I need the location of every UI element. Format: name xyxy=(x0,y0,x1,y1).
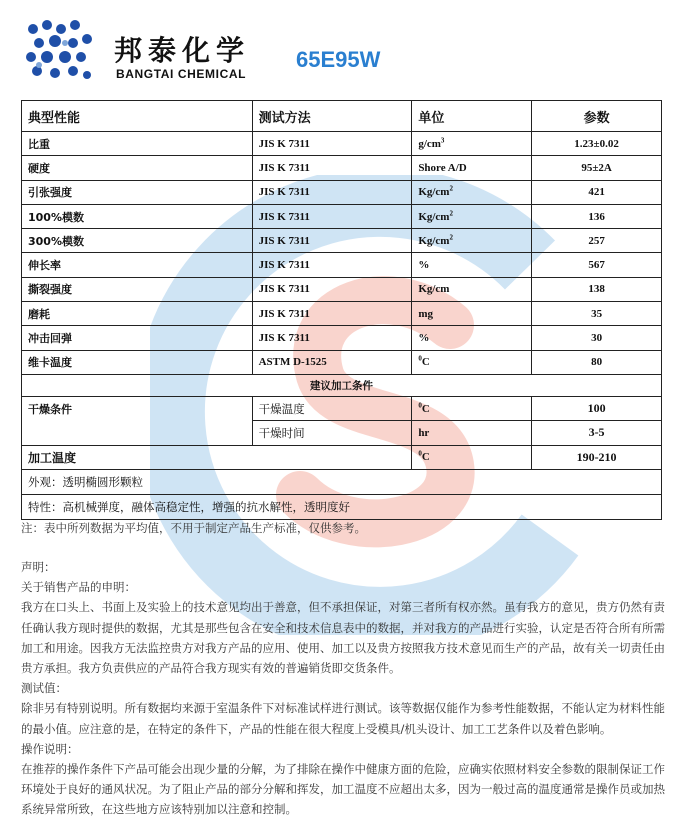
document-header xyxy=(25,15,665,85)
drying-temp-label: 干燥温度 xyxy=(252,396,412,420)
unit-cell: $g/cm^3$ xyxy=(412,132,532,156)
method-cell: JIS K 7311 xyxy=(252,253,412,277)
value-cell: 35 xyxy=(532,302,662,326)
property-cell: 硬度 xyxy=(22,156,253,180)
statement-title: 声明： xyxy=(21,560,56,574)
section-title: 建议加工条件 xyxy=(22,374,662,396)
processing-unit: $^0$C xyxy=(412,445,532,469)
header-value: 参数 xyxy=(532,101,662,132)
unit-cell: mg xyxy=(412,302,532,326)
test-body: 除非另有特别说明。所有数据均来源于室温条件下对标准试样进行测试。该等数据仅能作为参考性能数据，不能认定为材料性能的最小值。应注意的是，在特定的条件下，产品的性能在很大程度上受模具/机头设计、加工工艺条件以及着色影响。 xyxy=(21,701,665,736)
property-cell: 100%模数 xyxy=(22,204,253,228)
header-unit: 单位 xyxy=(412,101,532,132)
property-cell: 引张强度 xyxy=(22,180,253,204)
statement-section xyxy=(21,557,666,820)
value-cell: 95±2A xyxy=(532,156,662,180)
method-cell: JIS K 7311 xyxy=(252,277,412,301)
sales-body: 我方在口头上、书面上及实验上的技术意见均出于善意，但不承担保证，对第三者所有权亦然。虽有我方的意见，贵方仍然有责任确认我方现时提供的数据，尤其是那些包含在安全和技术信息表中的数据，并对我方的产品进行实验，认定是否符合所有所需加工和用途。因我方无法监控贵方对我方产品的应用、使用、加工以及贵方按照我方技术意见而生产的产品，故有关一切责任由贵方承担。我方负责供应的产品符合我方现实有效的普遍销货即交货条件。 xyxy=(21,600,665,676)
value-cell: 1.23±0.02 xyxy=(532,132,662,156)
drying-time-unit: hr xyxy=(412,421,532,445)
bangtai-logo-icon xyxy=(25,19,95,83)
value-cell: 567 xyxy=(532,253,662,277)
value-cell: 136 xyxy=(532,204,662,228)
method-cell: JIS K 7311 xyxy=(252,204,412,228)
property-cell: 比重 xyxy=(22,132,253,156)
header-method: 测试方法 xyxy=(252,101,412,132)
drying-temp-value: 100 xyxy=(532,396,662,420)
test-title: 测试值： xyxy=(21,681,67,696)
appearance-text: 外观：透明椭圆形颗粒 xyxy=(22,469,662,494)
method-cell: ASTM D-1525 xyxy=(252,350,412,374)
property-cell: 维卡温度 xyxy=(22,350,253,374)
method-cell: JIS K 7311 xyxy=(252,132,412,156)
table-row xyxy=(22,229,662,253)
operation-body: 在推荐的操作条件下产品可能会出现少量的分解，为了排除在操作中健康方面的危险，应确实依照材料安全参数的限制保证工作环境处于良好的通风状况。为了阻止产品的部分分解和挥发，加工温度不应超出太多，因为一般过高的温度通常是操作员或加热系统异常所致，在这些地方应该特别加以注意和控制。 xyxy=(21,762,665,817)
table-header-row xyxy=(22,101,662,132)
table-row xyxy=(22,277,662,301)
method-cell: JIS K 7311 xyxy=(252,180,412,204)
method-cell: JIS K 7311 xyxy=(252,229,412,253)
features-row xyxy=(22,494,662,519)
drying-time-value: 3-5 xyxy=(532,421,662,445)
drying-time-label: 干燥时间 xyxy=(252,421,412,445)
property-cell: 伸长率 xyxy=(22,253,253,277)
product-code: 65E95W xyxy=(296,47,381,72)
footnote: 注：表中所列数据为平均值，不用于制定产品生产标准，仅供参考。 xyxy=(21,521,366,535)
table-row xyxy=(22,180,662,204)
table-row xyxy=(22,350,662,374)
property-cell: 冲击回弹 xyxy=(22,326,253,350)
table-row xyxy=(22,302,662,326)
unit-cell: $Kg/cm^2$ xyxy=(412,180,532,204)
value-cell: 138 xyxy=(532,277,662,301)
unit-cell: $^0$C xyxy=(412,350,532,374)
value-cell: 257 xyxy=(532,229,662,253)
table-row xyxy=(22,132,662,156)
operation-title: 操作说明： xyxy=(21,741,79,756)
processing-row xyxy=(22,445,662,469)
property-cell: 磨耗 xyxy=(22,302,253,326)
value-cell: 421 xyxy=(532,180,662,204)
drying-label: 干燥条件 xyxy=(22,396,253,445)
table-row xyxy=(22,204,662,228)
header-property: 典型性能 xyxy=(22,101,253,132)
property-cell: 撕裂强度 xyxy=(22,277,253,301)
unit-cell: Kg/cm xyxy=(412,277,532,301)
processing-label: 加工温度 xyxy=(22,445,412,469)
drying-temp-row xyxy=(22,396,662,420)
spec-rows xyxy=(22,132,662,375)
unit-cell: $Kg/cm^2$ xyxy=(412,229,532,253)
unit-cell: % xyxy=(412,253,532,277)
property-cell: 300%模数 xyxy=(22,229,253,253)
table-row xyxy=(22,326,662,350)
unit-cell: Shore A/D xyxy=(412,156,532,180)
table-row xyxy=(22,253,662,277)
value-cell: 80 xyxy=(532,350,662,374)
unit-cell: $Kg/cm^2$ xyxy=(412,204,532,228)
drying-temp-unit: $^0$C xyxy=(412,396,532,420)
method-cell: JIS K 7311 xyxy=(252,156,412,180)
method-cell: JIS K 7311 xyxy=(252,326,412,350)
company-name-en: BANGTAI CHEMICAL xyxy=(116,67,247,81)
table-row xyxy=(22,156,662,180)
appearance-row xyxy=(22,469,662,494)
unit-cell: % xyxy=(412,326,532,350)
spec-table xyxy=(21,100,662,520)
value-cell: 30 xyxy=(532,326,662,350)
company-name-cn: 邦泰化学 xyxy=(114,34,251,67)
features-text: 特性：高机械弹度，融体高稳定性，增强的抗水解性，透明度好 xyxy=(22,494,662,519)
sales-title: 关于销售产品的申明： xyxy=(21,580,136,595)
section-row xyxy=(22,374,662,396)
method-cell: JIS K 7311 xyxy=(252,302,412,326)
processing-value: 190-210 xyxy=(532,445,662,469)
